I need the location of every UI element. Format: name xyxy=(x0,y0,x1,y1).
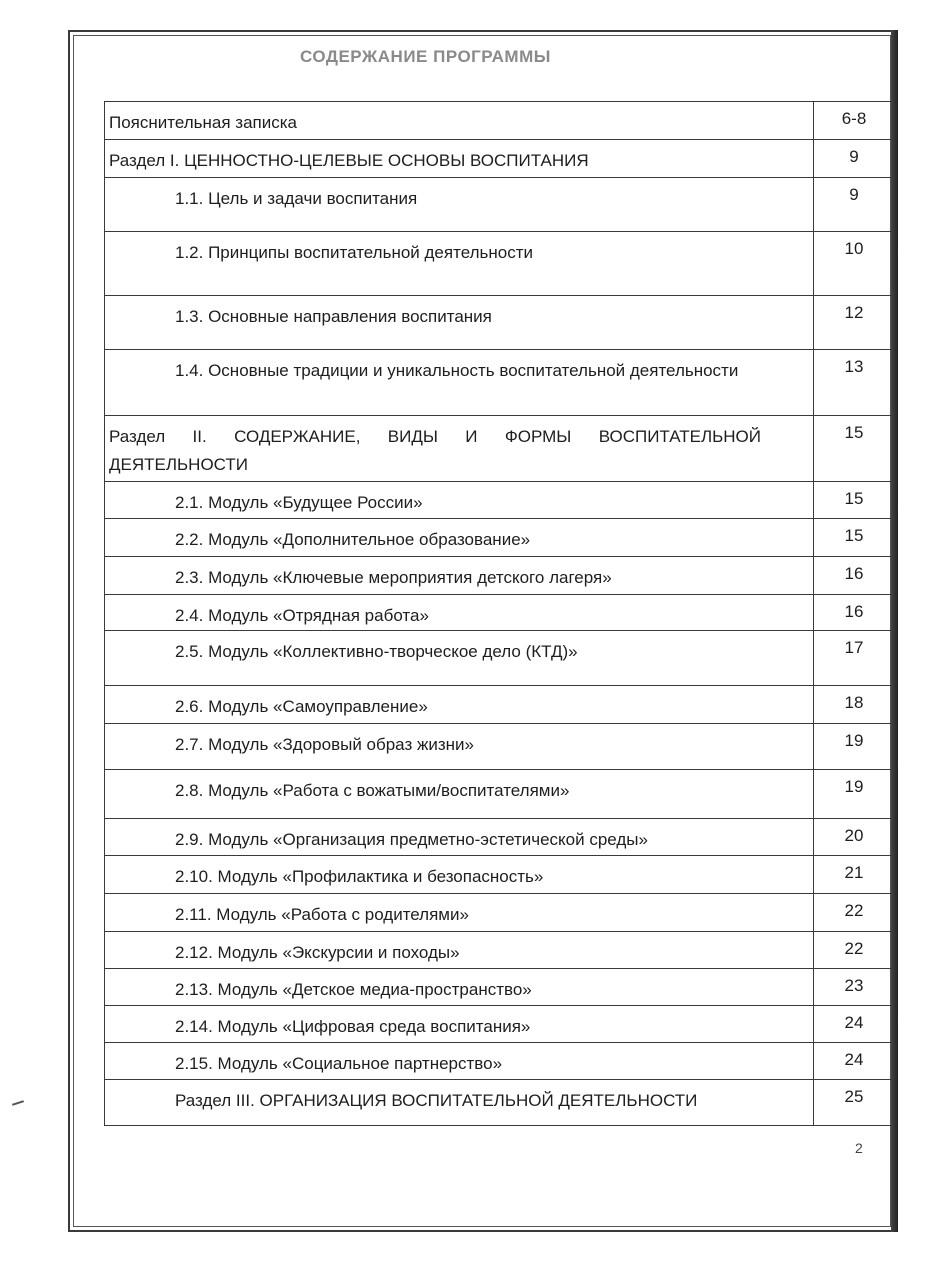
toc-entry-title: 2.7. Модуль «Здоровый образ жизни» xyxy=(175,735,474,754)
toc-row xyxy=(105,178,895,232)
toc-entry-page: 15 xyxy=(844,489,864,508)
toc-entry-page: 9 xyxy=(849,185,859,204)
toc-row xyxy=(105,595,895,631)
toc-row xyxy=(105,1043,895,1080)
toc-row xyxy=(105,519,895,557)
toc-entry-page: 24 xyxy=(844,1050,864,1069)
toc-entry-page: 6-8 xyxy=(841,109,867,128)
toc-table xyxy=(104,101,894,1126)
toc-row xyxy=(105,686,895,724)
toc-entry-title: 2.10. Модуль «Профилактика и безопасность» xyxy=(175,867,544,886)
toc-entry-page: 22 xyxy=(844,901,864,920)
toc-entry-page: 10 xyxy=(844,239,864,258)
toc-row xyxy=(105,350,895,416)
toc-entry-title: 2.9. Модуль «Организация предметно-эстетической среды» xyxy=(175,830,648,849)
toc-entry-page: 24 xyxy=(844,1013,864,1032)
scan-mark xyxy=(12,1100,24,1106)
toc-row xyxy=(105,296,895,350)
toc-entry-page: 15 xyxy=(844,526,864,545)
toc-row xyxy=(105,856,895,894)
toc-entry-title: 2.1. Модуль «Будущее России» xyxy=(175,493,423,512)
toc-entry-title: Раздел I. ЦЕННОСТНО-ЦЕЛЕВЫЕ ОСНОВЫ ВОСПИТАНИЯ xyxy=(109,151,589,170)
toc-row xyxy=(105,102,895,140)
toc-row xyxy=(105,482,895,519)
toc-entry-title: 2.8. Модуль «Работа с вожатыми/воспитателями» xyxy=(175,781,570,800)
toc-entry-title: Раздел III. ОРГАНИЗАЦИЯ ВОСПИТАТЕЛЬНОЙ ДЕЯТЕЛЬНОСТИ xyxy=(175,1091,698,1110)
toc-entry-page: 9 xyxy=(849,147,859,166)
toc-entry-page: 20 xyxy=(844,826,864,845)
toc-entry-title: 2.13. Модуль «Детское медиа-пространство» xyxy=(175,980,532,999)
toc-row xyxy=(105,232,895,296)
toc-entry-page: 13 xyxy=(844,357,864,376)
page-title: СОДЕРЖАНИЕ ПРОГРАММЫ xyxy=(300,47,551,66)
toc-entry-title: 2.15. Модуль «Социальное партнерство» xyxy=(175,1054,503,1073)
toc-row xyxy=(105,416,895,482)
page-number: 2 xyxy=(855,1140,863,1156)
toc-row xyxy=(105,770,895,819)
toc-row xyxy=(105,557,895,595)
toc-entry-page: 18 xyxy=(844,693,864,712)
toc-entry-title: 1.4. Основные традиции и уникальность воспитательной деятельности xyxy=(175,361,739,380)
toc-entry-title: 2.12. Модуль «Экскурсии и походы» xyxy=(175,943,460,962)
toc-entry-title: Раздел II. СОДЕРЖАНИЕ, ВИДЫ И ФОРМЫ ВОСПИТАТЕЛЬНОЙ ДЕЯТЕЛЬНОСТИ xyxy=(109,427,761,474)
toc-entry-page: 21 xyxy=(844,863,864,882)
toc-row xyxy=(105,894,895,932)
toc-row xyxy=(105,819,895,856)
toc-entry-title: 2.4. Модуль «Отрядная работа» xyxy=(175,606,429,625)
toc-entry-title: 1.2. Принципы воспитательной деятельности xyxy=(175,243,533,262)
toc-entry-title: 2.6. Модуль «Самоуправление» xyxy=(175,697,428,716)
toc-entry-page: 23 xyxy=(844,976,864,995)
toc-entry-title: 1.1. Цель и задачи воспитания xyxy=(175,189,418,208)
toc-entry-page: 19 xyxy=(844,731,864,750)
toc-entry-page: 12 xyxy=(844,303,864,322)
toc-entry-title: 2.14. Модуль «Цифровая среда воспитания» xyxy=(175,1017,531,1036)
toc-entry-page: 16 xyxy=(844,602,864,621)
toc-entry-page: 19 xyxy=(844,777,864,796)
toc-entry-page: 22 xyxy=(844,939,864,958)
toc-entry-page: 15 xyxy=(844,423,864,442)
toc-row xyxy=(105,140,895,178)
toc-entry-page: 25 xyxy=(844,1087,864,1106)
toc-entry-title: 1.3. Основные направления воспитания xyxy=(175,307,492,326)
toc-entry-title: 2.3. Модуль «Ключевые мероприятия детского лагеря» xyxy=(175,568,612,587)
toc-row xyxy=(105,724,895,770)
toc-row xyxy=(105,1006,895,1043)
toc-row xyxy=(105,631,895,686)
toc-entry-title: 2.11. Модуль «Работа с родителями» xyxy=(175,905,469,924)
toc-entry-title: Пояснительная записка xyxy=(109,113,298,132)
toc-entry-title: 2.5. Модуль «Коллективно-творческое дело (КТД)» xyxy=(175,642,578,661)
toc-entry-page: 17 xyxy=(844,638,864,657)
toc-entry-title: 2.2. Модуль «Дополнительное образование» xyxy=(175,530,531,549)
toc-row xyxy=(105,969,895,1006)
toc-row xyxy=(105,932,895,969)
toc-entry-page: 16 xyxy=(844,564,864,583)
toc-row xyxy=(105,1080,895,1126)
